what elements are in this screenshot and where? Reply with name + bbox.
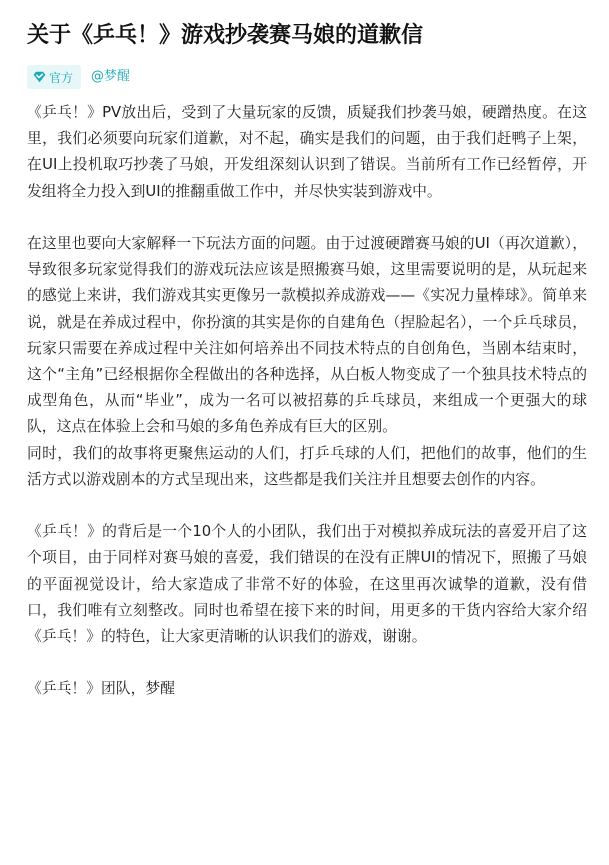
paragraph-spacer: [27, 650, 587, 676]
author-link[interactable]: @梦醒: [91, 69, 131, 84]
verified-diamond-icon: [33, 71, 46, 83]
paragraph-team: 《乒乓！》的背后是一个10个人的小团队，我们出于对模拟养成玩法的喜爱开启了这个项目，由于同样对赛马娘的喜爱，我们错误的在没有正牌UI的情况下，照搬了马娘的平面视觉设计，给大家造成了非常不好的体验，在这里再次诚挚的道歉，没有借口，我们唯有立刻整改。同时也希望在接下来的时间，用更多的干货内容给大家介绍《乒乓！》的特色，让大家更清晰的认识我们的游戏，谢谢。: [27, 523, 587, 646]
paragraph-gameplay: 在这里也要向大家解释一下玩法方面的问题。由于过渡硬蹭赛马娘的UI（再次道歉），导致很多玩家觉得我们的游戏玩法应该是照搬赛马娘，这里需要说明的是，从玩起来的感觉上来讲，我们游戏其实更像另一款模拟养成游戏——《实况力量棒球》。简单来说，就是在养成过程中，你扮演的其实是你的自建角色（捏脸起名），一个乒乓球员，玩家只需要在养成过程中关注如何培养出不同技术特点的自创角色，当剧本结束时，这个“主角”已经根据你全程做出的各种选择，从白板人物变成了一个独具技术特点的成型角色，从而“毕业”，成为一名可以被招募的乒乓球员，来组成一个更强大的球队，这点在体验上会和马娘的多角色养成有巨大的区别。: [27, 235, 587, 436]
article-body: [27, 100, 587, 703]
official-badge[interactable]: [27, 65, 81, 89]
paragraph-spacer: [27, 205, 587, 231]
article-title: 关于《乒乓！》游戏抄袭赛马娘的道歉信: [27, 23, 424, 48]
paragraph-apology: 《乒乓！》PV放出后，受到了大量玩家的反馈，质疑我们抄袭马娘，硬蹭热度。在这里，我们必须要向玩家们道歉，对不起，确实是我们的问题，由于我们赶鸭子上架，在UI上投机取巧抄袭了马娘，开发组深刻认识到了错误。当前所有工作已经暂停，开发组将全力投入到UI的推翻重做工作中，并尽快实装到游戏中。: [27, 104, 587, 200]
signature: 《乒乓！》团队，梦醒: [27, 680, 175, 698]
paragraph-story: 同时，我们的故事将更聚焦运动的人们，打乒乓球的人们，把他们的故事，他们的生活方式以游戏剧本的方式呈现出来，这些都是我们关注并且想要去创作的内容。: [27, 444, 587, 488]
official-badge-label: 官方: [49, 70, 74, 85]
paragraph-spacer: [27, 493, 587, 519]
article-meta: [27, 64, 130, 90]
